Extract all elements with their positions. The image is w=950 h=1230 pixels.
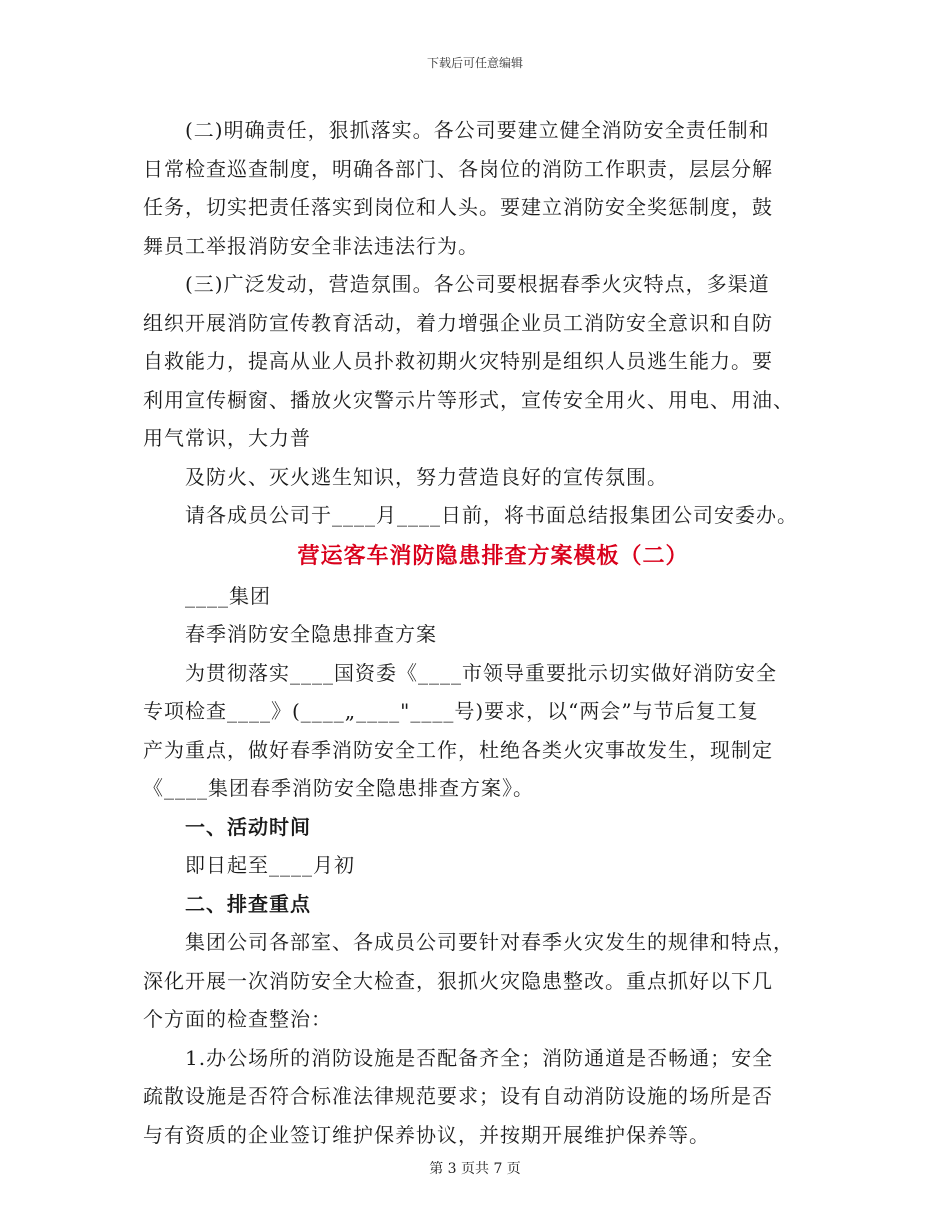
paragraph-line: 专项检查____》(____„____"____号)要求，以“两会”与节后复工复 bbox=[143, 699, 759, 723]
paragraph-line: 即日起至____月初 bbox=[185, 853, 355, 877]
paragraph-line: 及防火、灭火逃生知识，努力营造良好的宣传氛围。 bbox=[185, 464, 668, 489]
paragraph-line: 疏散设施是否符合标准法律规范要求；设有自动消防设施的场所是否 bbox=[143, 1084, 773, 1108]
paragraph-line: 组织开展消防宣传教育活动，着力增强企业员工消防安全意识和自防 bbox=[143, 310, 773, 335]
page-header: 下载后可任意编辑 bbox=[426, 56, 523, 70]
paragraph-line: 为贯彻落实____国资委《____市领导重要批示切实做好消防安全 bbox=[185, 660, 777, 685]
document-body bbox=[143, 111, 813, 1154]
paragraph-line: 集团公司各部室、各成员公司要针对春季火灾发生的规律和特点， bbox=[185, 930, 794, 954]
paragraph-line: (三)广泛发动，营造氛围。各公司要根据春季火灾特点，多渠道 bbox=[185, 272, 770, 296]
paragraph-line: 产为重点，做好春季消防安全工作，杜绝各类火灾事故发生，现制定 bbox=[143, 737, 773, 762]
section-heading: 二、排查重点 bbox=[185, 891, 311, 916]
paragraph-line: 自救能力，提高从业人员扑救初期火灾特别是组织人员逃生能力。要 bbox=[143, 349, 773, 373]
paragraph-line: 舞员工举报消防安全非法违法行为。 bbox=[143, 233, 479, 258]
paragraph-line: 春季消防安全隐患排查方案 bbox=[185, 622, 437, 646]
paragraph-line: 任务，切实把责任落实到岗位和人头。要建立消防安全奖惩制度，鼓 bbox=[143, 195, 773, 219]
section-heading: 一、活动时间 bbox=[185, 814, 311, 839]
paragraph-line: 个方面的检查整治： bbox=[143, 1007, 332, 1031]
paragraph-line: 深化开展一次消防安全大检查，狠抓火灾隐患整改。重点抓好以下几 bbox=[143, 968, 773, 993]
paragraph-line: 与有资质的企业签订维护保养协议，并按期开展维护保养等。 bbox=[143, 1122, 710, 1147]
paragraph-line: 《____集团春季消防安全隐患排查方案》。 bbox=[143, 776, 534, 800]
paragraph-line: ____集团 bbox=[185, 583, 271, 608]
paragraph-line: (二)明确责任，狠抓落实。各公司要建立健全消防安全责任制和 bbox=[185, 118, 770, 142]
paragraph-line: 1.办公场所的消防设施是否配备齐全；消防通道是否畅通；安全 bbox=[185, 1045, 774, 1070]
paragraph-line: 日常检查巡查制度，明确各部门、各岗位的消防工作职责，层层分解 bbox=[143, 156, 773, 181]
paragraph-line: 请各成员公司于____月____日前，将书面总结报集团公司安委办。 bbox=[185, 503, 798, 527]
document-title: 营运客车消防隐患排查方案模板（二） bbox=[297, 542, 689, 569]
paragraph-line: 用气常识，大力普 bbox=[143, 426, 311, 450]
page-footer: 第 3 页共 7 页 bbox=[429, 1161, 521, 1177]
paragraph-line: 利用宣传橱窗、播放火灾警示片等形式，宣传安全用火、用电、用油、 bbox=[143, 387, 794, 412]
